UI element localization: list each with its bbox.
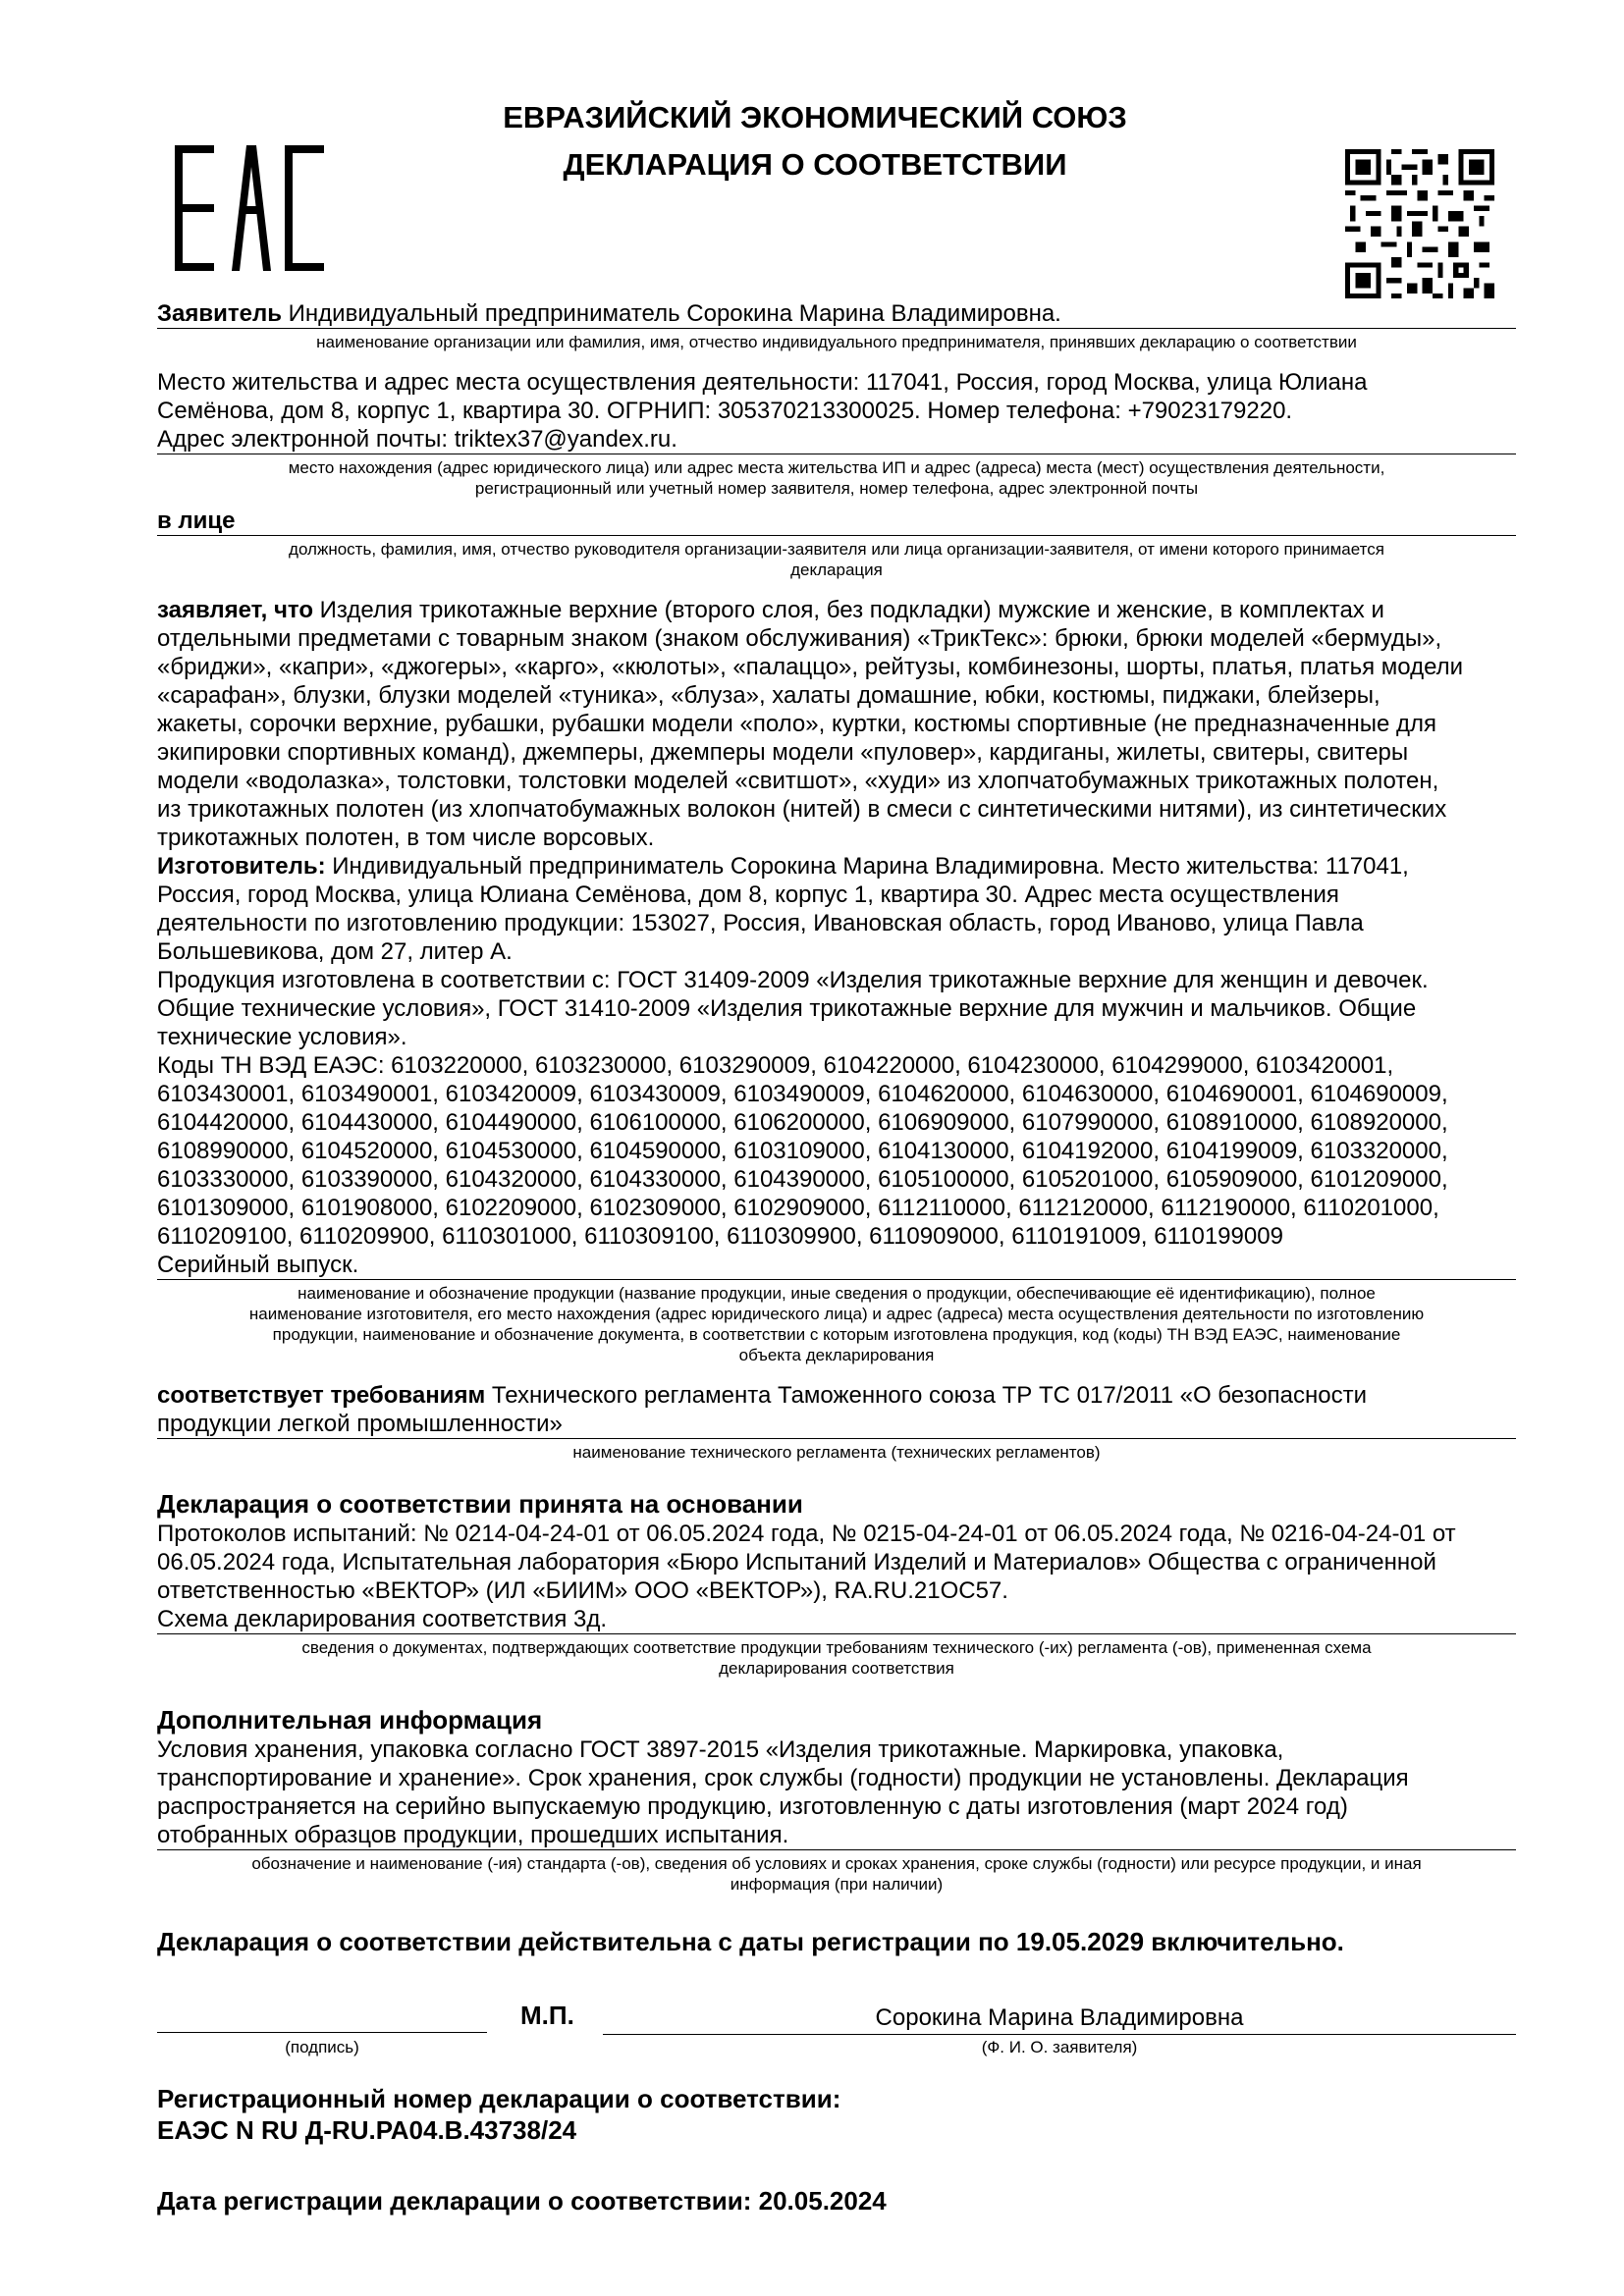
additional-line-2: транспортирование и хранение». Срок хранения, срок службы (годности) продукции не установлены. Декларация (157, 1765, 1409, 1791)
qr-code (1345, 149, 1494, 298)
additional-line-1: Условия хранения, упаковка согласно ГОСТ 3897-2015 «Изделия трикотажные. Маркировка, упаковка, (157, 1736, 1284, 1763)
manufacturer-text-1: Индивидуальный предприниматель Сорокина Марина Владимировна. Место жительства: 117041, (332, 853, 1409, 880)
registration-number: ЕАЭС N RU Д-RU.РА04.В.43738/24 (157, 2115, 577, 2145)
codes-line-2: 6103430001, 6103490001, 6103420009, 6103430009, 6103490009, 6104620000, 6104630000, 6104690001, 6104690009, (157, 1081, 1448, 1107)
serial-release: Серийный выпуск. (157, 1251, 1516, 1280)
eac-logo (175, 145, 324, 271)
person-label: в лице (157, 507, 1516, 536)
declares-line-6: экипировки спортивных команд), джемперы, джемперы модели «пуловер», кардиганы, жилеты, свитеры, свитеры (157, 739, 1409, 766)
standards-line-2: Общие технические условия», ГОСТ 31410-2009 «Изделия трикотажные верхние для мужчин и мальчиков. Общие (157, 995, 1417, 1022)
registration-label: Регистрационный номер декларации о соответствии: (157, 2084, 841, 2113)
declares-line-2: отдельными предметами с товарным знаком (знаком обслуживания) «ТрикТекс»: брюки, брюки моделей «бермуды», (157, 625, 1442, 652)
signature-caption: (подпись) (285, 2038, 359, 2056)
conforms-caption: наименование технического регламента (технических регламентов) (572, 1443, 1101, 1462)
additional-line-3: распространяется на серийно выпускаемую продукцию, изготовленную с даты изготовления (март 2024 год) (157, 1793, 1348, 1820)
additional-caption-1: обозначение и наименование (-ия) стандарта (-ов), сведения об условиях и сроках хранения, сроке службы (годности) или ресурсе продукции, и иная (251, 1854, 1422, 1873)
declares-line-4: «сарафан», блузки, блузки моделей «туника», «блуза», халаты домашние, юбки, костюмы, пиджаки, блейзеры, (157, 682, 1380, 709)
basis-line-3: ответственностью «ВЕКТОР» (ИЛ «БИИМ» ООО «ВЕКТОР»), RA.RU.21ОС57. (157, 1577, 1008, 1604)
header-union-title: ЕВРАЗИЙСКИЙ ЭКОНОМИЧЕСКИЙ СОЮЗ (503, 100, 1127, 134)
person-caption-2: декларация (790, 561, 883, 579)
person-caption (157, 536, 1516, 580)
product-caption-1: наименование и обозначение продукции (название продукции, иные сведения о продукции, обеспечивающие её идентификацию), полное (298, 1284, 1376, 1303)
basis-line-2: 06.05.2024 года, Испытательная лаборатория «Бюро Испытаний Изделий и Материалов» Общества с ограниченной (157, 1549, 1436, 1575)
address-line-1: Место жительства и адрес места осуществления деятельности: 117041, Россия, город Москва, улица Юлиана (157, 369, 1368, 396)
conforms-text-1: Технического регламента Таможенного союза ТР ТС 017/2011 «О безопасности (491, 1382, 1368, 1409)
codes-line-5: 6103330000, 6103390000, 6104320000, 6104330000, 6104390000, 6105100000, 6105201000, 6105909000, 6101209000, (157, 1166, 1448, 1193)
applicant-value: Индивидуальный предприниматель Сорокина Марина Владимировна. (288, 300, 1061, 327)
codes-line-1: Коды ТН ВЭД ЕАЭС: 6103220000, 6103230000, 6103290009, 6104220000, 6104230000, 6104299000, 6103420001, (157, 1052, 1394, 1079)
basis-title: Декларация о соответствии принята на основании (157, 1489, 803, 1519)
additional-caption (157, 1850, 1516, 1895)
manufacturer-label: Изготовитель: (157, 853, 326, 880)
address-caption-1: место нахождения (адрес юридического лица) или адрес места жительства ИП и адрес (адреса) места (мест) осуществления деятельности, (288, 458, 1385, 477)
declares-line-9: трикотажных полотен, в том числе ворсовых. (157, 825, 655, 851)
address-caption (157, 454, 1516, 499)
codes-line-4: 6108990000, 6104520000, 6104530000, 6104590000, 6103109000, 6104130000, 6104192000, 6104199009, 6103320000, (157, 1138, 1448, 1164)
address-caption-2: регистрационный или учетный номер заявителя, номер телефона, адрес электронной почты (474, 479, 1199, 498)
codes-line-7: 6110209100, 6110209900, 6110301000, 6110309100, 6110309900, 6110909000, 6110191009, 6110199009 (157, 1223, 1283, 1250)
declares-line-3: «бриджи», «капри», «джогеры», «карго», «кюлоты», «палаццо», рейтузы, комбинезоны, шорты, платья, платья модели (157, 654, 1464, 680)
declaration-body (157, 299, 1516, 2216)
standards-line-3: технические условия». (157, 1024, 407, 1050)
product-caption-3: продукции, наименование и обозначение документа, в соответствии с которым изготовлена продукция, код (коды) ТН ВЭД ЕАЭС, наименование (272, 1325, 1401, 1344)
header-declaration-title: ДЕКЛАРАЦИЯ О СООТВЕТСТВИИ (563, 147, 1067, 182)
conforms-label: соответствует требованиям (157, 1382, 486, 1409)
stamp-place: М.П. (520, 2001, 574, 2030)
product-caption (157, 1280, 1516, 1365)
additional-caption-2: информация (при наличии) (730, 1875, 944, 1894)
applicant-line (157, 299, 1516, 329)
declares-line-5: жакеты, сорочки верхние, рубашки, рубашки модели «поло», куртки, костюмы спортивные (не предназначенные для (157, 711, 1437, 737)
conforms-line-1 (157, 1381, 1516, 1410)
applicant-caption: наименование организации или фамилия, имя, отчество индивидуального предпринимателя, принявших декларацию о соответствии (316, 333, 1357, 351)
declares-line-7: модели «водолазка», толстовки, толстовки моделей «свитшот», «худи» из хлопчатобумажных трикотажных полотен, (157, 768, 1439, 794)
basis-caption-1: сведения о документах, подтверждающих соответствие продукции требованиям технического (-их) регламента (-ов), примененная схема (301, 1638, 1372, 1657)
signature-block (157, 1997, 1516, 2056)
codes-line-3: 6104420000, 6104430000, 6104490000, 6106100000, 6106200000, 6106909000, 6107990000, 6108910000, 6108920000, (157, 1109, 1448, 1136)
address-line-2: Семёнова, дом 8, корпус 1, квартира 30. ОГРНИП: 305370213300025. Номер телефона: +79023179220. (157, 398, 1293, 424)
person-caption-1: должность, фамилия, имя, отчество руководителя организации-заявителя или лица организации-заявителя, от имени которого принимается (289, 540, 1384, 559)
declares-label: заявляет, что (157, 597, 313, 623)
basis-line-1: Протоколов испытаний: № 0214-04-24-01 от 06.05.2024 года, № 0215-04-24-01 от 06.05.2024 года, № 0216-04-24-01 от (157, 1521, 1456, 1547)
declares-line-8: из трикотажных полотен (из хлопчатобумажных волокон (нитей) в смеси с синтетическими нитями), из синтетических (157, 796, 1447, 823)
manufacturer-line-2: Россия, город Москва, улица Юлиана Семёнова, дом 8, корпус 1, квартира 30. Адрес места осуществления (157, 881, 1339, 908)
additional-title: Дополнительная информация (157, 1705, 543, 1735)
manufacturer-line-3: деятельности по изготовлению продукции: 153027, Россия, Ивановская область, город Иваново, улица Павла (157, 910, 1364, 936)
address-line-3: Адрес электронной почты: triktex37@yandex.ru. (157, 425, 1516, 454)
applicant-full-name: Сорокина Марина Владимировна (603, 2004, 1516, 2035)
codes-line-6: 6101309000, 6101908000, 6102209000, 6102309000, 6102909000, 6112110000, 6112120000, 6112190000, 6110201000, (157, 1195, 1439, 1221)
registration-date: Дата регистрации декларации о соответствии: 20.05.2024 (157, 2186, 887, 2216)
name-caption: (Ф. И. О. заявителя) (981, 2038, 1138, 2056)
manufacturer-line-4: Большевикова, дом 27, литер А. (157, 938, 513, 965)
basis-line-4: Схема декларирования соответствия 3д. (157, 1605, 1516, 1634)
additional-line-4: отобранных образцов продукции, прошедших испытания. (157, 1821, 1516, 1850)
basis-caption-2: декларирования соответствия (719, 1659, 954, 1678)
applicant-label: Заявитель (157, 300, 282, 327)
manufacturer-line-1 (157, 852, 1516, 881)
validity-statement: Декларация о соответствии действительна с даты регистрации по 19.05.2029 включительно. (157, 1927, 1344, 1956)
signature-line (157, 2032, 487, 2033)
product-caption-2: наименование изготовителя, его место нахождения (адрес юридического лица) и адрес (адреса) места осуществления деятельности по изготовлению (248, 1305, 1425, 1323)
basis-caption (157, 1634, 1516, 1679)
document-header (324, 94, 1306, 188)
declares-line-1 (157, 596, 1516, 624)
declares-text-1: Изделия трикотажные верхние (второго слоя, без подкладки) мужские и женские, в комплектах и (319, 597, 1384, 623)
conforms-line-2: продукции легкой промышленности» (157, 1410, 1516, 1439)
product-caption-4: объекта декларирования (738, 1346, 935, 1364)
standards-line-1: Продукция изготовлена в соответствии с: ГОСТ 31409-2009 «Изделия трикотажные верхние для женщин и девочек. (157, 967, 1429, 993)
